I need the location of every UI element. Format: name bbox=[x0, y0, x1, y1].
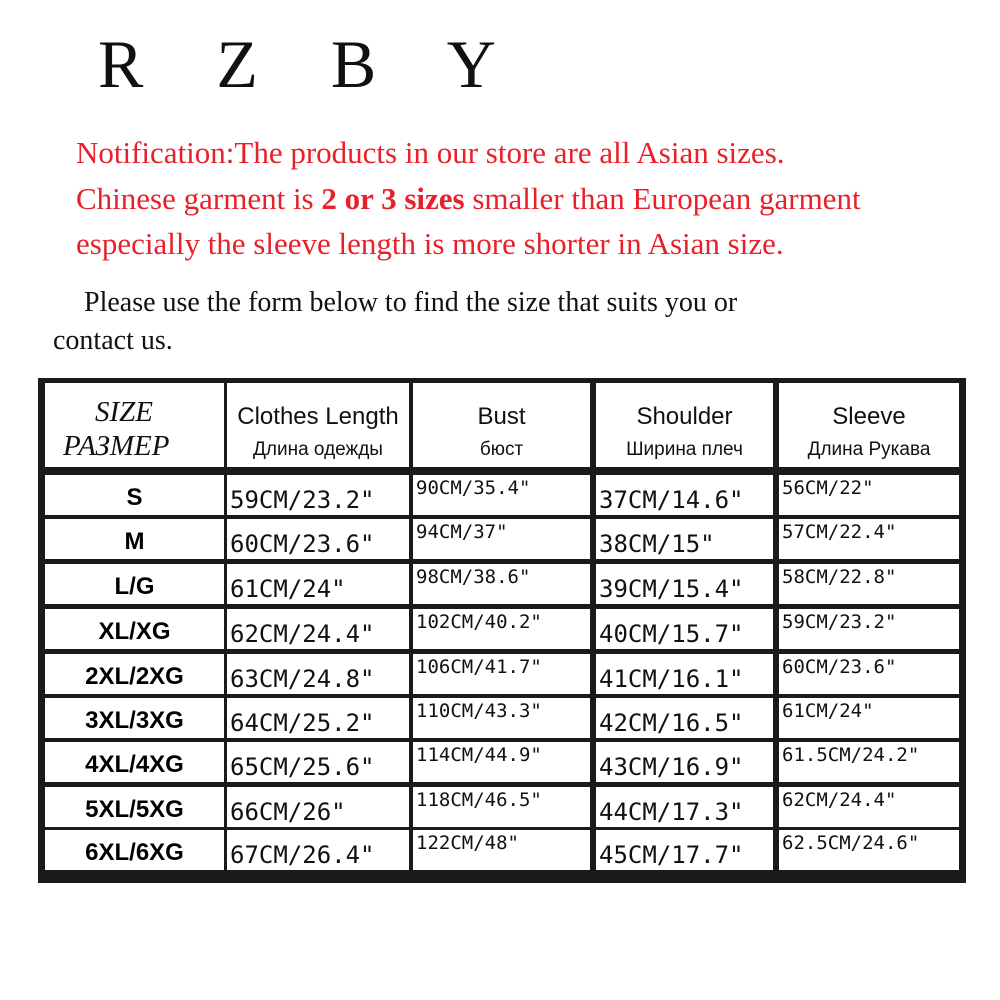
size-label-cell bbox=[45, 654, 224, 694]
measurement-value: 42CM/16.5" bbox=[599, 709, 744, 737]
column-header-ru: Ширина плеч bbox=[626, 439, 743, 460]
measurement-cell bbox=[596, 519, 773, 559]
column-header-en: Bust bbox=[477, 403, 526, 430]
size-label: XL/XG bbox=[98, 618, 171, 645]
measurement-cell bbox=[779, 519, 959, 559]
size-label-cell bbox=[45, 519, 224, 559]
measurement-cell bbox=[779, 654, 959, 694]
column-header-en: Shoulder bbox=[636, 403, 733, 430]
notification-line-1: Notification:The products in our store are all Asian sizes. bbox=[76, 135, 785, 170]
size-label-cell bbox=[45, 830, 224, 870]
instruction-text bbox=[53, 284, 953, 360]
measurement-cell bbox=[779, 830, 959, 870]
measurement-value: 61CM/24" bbox=[230, 575, 346, 603]
measurement-cell bbox=[227, 475, 409, 515]
measurement-value: 60CM/23.6" bbox=[230, 530, 375, 558]
instruction-line-2: contact us. bbox=[53, 325, 173, 356]
column-header bbox=[227, 383, 409, 467]
measurement-cell bbox=[779, 742, 959, 782]
measurement-cell bbox=[779, 475, 959, 515]
measurement-cell bbox=[227, 742, 409, 782]
measurement-cell bbox=[413, 475, 590, 515]
size-label-cell bbox=[45, 698, 224, 738]
measurement-value: 60CM/23.6" bbox=[782, 656, 897, 678]
measurement-cell bbox=[227, 787, 409, 827]
size-chart-table bbox=[38, 378, 966, 883]
column-header-en: Clothes Length bbox=[237, 403, 399, 430]
measurement-value: 106CM/41.7" bbox=[416, 656, 542, 678]
measurement-value: 62CM/24.4" bbox=[230, 620, 375, 648]
notification-emphasis: 2 or 3 sizes bbox=[321, 180, 465, 216]
measurement-value: 98CM/38.6" bbox=[416, 566, 531, 588]
measurement-cell bbox=[596, 564, 773, 604]
measurement-cell bbox=[413, 698, 590, 738]
measurement-cell bbox=[413, 609, 590, 649]
measurement-cell bbox=[227, 830, 409, 870]
notification-text bbox=[76, 130, 996, 267]
measurement-cell bbox=[596, 609, 773, 649]
measurement-value: 59CM/23.2" bbox=[782, 611, 897, 633]
size-label-cell bbox=[45, 475, 224, 515]
measurement-value: 61.5CM/24.2" bbox=[782, 744, 920, 766]
measurement-value: 43CM/16.9" bbox=[599, 753, 744, 781]
notification-line-2-post: smaller than European garment bbox=[464, 180, 861, 216]
column-header bbox=[596, 383, 773, 467]
size-label-cell bbox=[45, 609, 224, 649]
measurement-value: 114CM/44.9" bbox=[416, 744, 542, 766]
measurement-cell bbox=[413, 519, 590, 559]
measurement-cell bbox=[413, 564, 590, 604]
size-label: S bbox=[126, 484, 143, 511]
size-label: M bbox=[124, 528, 145, 555]
measurement-value: 38CM/15" bbox=[599, 530, 715, 558]
measurement-cell bbox=[413, 654, 590, 694]
measurement-value: 118CM/46.5" bbox=[416, 789, 542, 811]
measurement-value: 44CM/17.3" bbox=[599, 798, 744, 826]
measurement-cell bbox=[779, 787, 959, 827]
size-label: L/G bbox=[114, 573, 155, 600]
measurement-value: 64CM/25.2" bbox=[230, 709, 375, 737]
measurement-cell bbox=[227, 609, 409, 649]
measurement-cell bbox=[596, 475, 773, 515]
size-label: 6XL/6XG bbox=[85, 839, 184, 866]
size-label: 3XL/3XG bbox=[85, 707, 184, 734]
size-header-en: SIZE bbox=[95, 396, 153, 428]
size-header-ru: РАЗМЕР bbox=[63, 430, 170, 462]
measurement-value: 41CM/16.1" bbox=[599, 665, 744, 693]
column-header bbox=[779, 383, 959, 467]
measurement-cell bbox=[227, 564, 409, 604]
measurement-cell bbox=[779, 564, 959, 604]
measurement-cell bbox=[596, 742, 773, 782]
measurement-value: 110CM/43.3" bbox=[416, 700, 542, 722]
measurement-cell bbox=[779, 698, 959, 738]
measurement-cell bbox=[227, 654, 409, 694]
measurement-value: 58CM/22.8" bbox=[782, 566, 897, 588]
size-header-cell bbox=[45, 383, 224, 467]
measurement-value: 56CM/22" bbox=[782, 477, 874, 499]
measurement-value: 122CM/48" bbox=[416, 832, 519, 854]
measurement-cell bbox=[413, 742, 590, 782]
column-header bbox=[413, 383, 590, 467]
notification-line-2 bbox=[76, 176, 996, 222]
measurement-value: 62CM/24.4" bbox=[782, 789, 897, 811]
measurement-cell bbox=[596, 830, 773, 870]
measurement-value: 40CM/15.7" bbox=[599, 620, 744, 648]
measurement-value: 67CM/26.4" bbox=[230, 841, 375, 869]
measurement-cell bbox=[596, 654, 773, 694]
measurement-cell bbox=[596, 787, 773, 827]
column-header-en: Sleeve bbox=[832, 403, 906, 430]
measurement-value: 66CM/26" bbox=[230, 798, 346, 826]
brand-logo: R Z B Y bbox=[98, 26, 524, 102]
instruction-line-1: Please use the form below to find the size that suits you or bbox=[84, 287, 738, 318]
measurement-value: 94CM/37" bbox=[416, 521, 508, 543]
column-header-ru: Длина Рукава bbox=[807, 439, 931, 460]
measurement-cell bbox=[413, 830, 590, 870]
measurement-value: 102CM/40.2" bbox=[416, 611, 542, 633]
measurement-value: 63CM/24.8" bbox=[230, 665, 375, 693]
size-label: 5XL/5XG bbox=[85, 796, 184, 823]
measurement-value: 57CM/22.4" bbox=[782, 521, 897, 543]
notification-line-2-pre: Chinese garment is bbox=[76, 180, 322, 216]
measurement-cell bbox=[227, 698, 409, 738]
measurement-value: 45CM/17.7" bbox=[599, 841, 744, 869]
notification-line-3: especially the sleeve length is more shorter in Asian size. bbox=[76, 226, 784, 261]
measurement-value: 39CM/15.4" bbox=[599, 575, 744, 603]
measurement-cell bbox=[779, 609, 959, 649]
size-label-cell bbox=[45, 564, 224, 604]
measurement-value: 90CM/35.4" bbox=[416, 477, 531, 499]
measurement-cell bbox=[596, 698, 773, 738]
size-label-cell bbox=[45, 787, 224, 827]
measurement-value: 37CM/14.6" bbox=[599, 486, 744, 514]
size-label: 2XL/2XG bbox=[85, 663, 184, 690]
column-header-ru: бюст bbox=[479, 439, 524, 460]
size-label-cell bbox=[45, 742, 224, 782]
column-header-ru: Длина одежды bbox=[253, 439, 383, 460]
measurement-cell bbox=[413, 787, 590, 827]
measurement-value: 65CM/25.6" bbox=[230, 753, 375, 781]
measurement-value: 62.5CM/24.6" bbox=[782, 832, 920, 854]
measurement-value: 61CM/24" bbox=[782, 700, 874, 722]
measurement-value: 59CM/23.2" bbox=[230, 486, 375, 514]
measurement-cell bbox=[227, 519, 409, 559]
size-label: 4XL/4XG bbox=[85, 751, 184, 778]
